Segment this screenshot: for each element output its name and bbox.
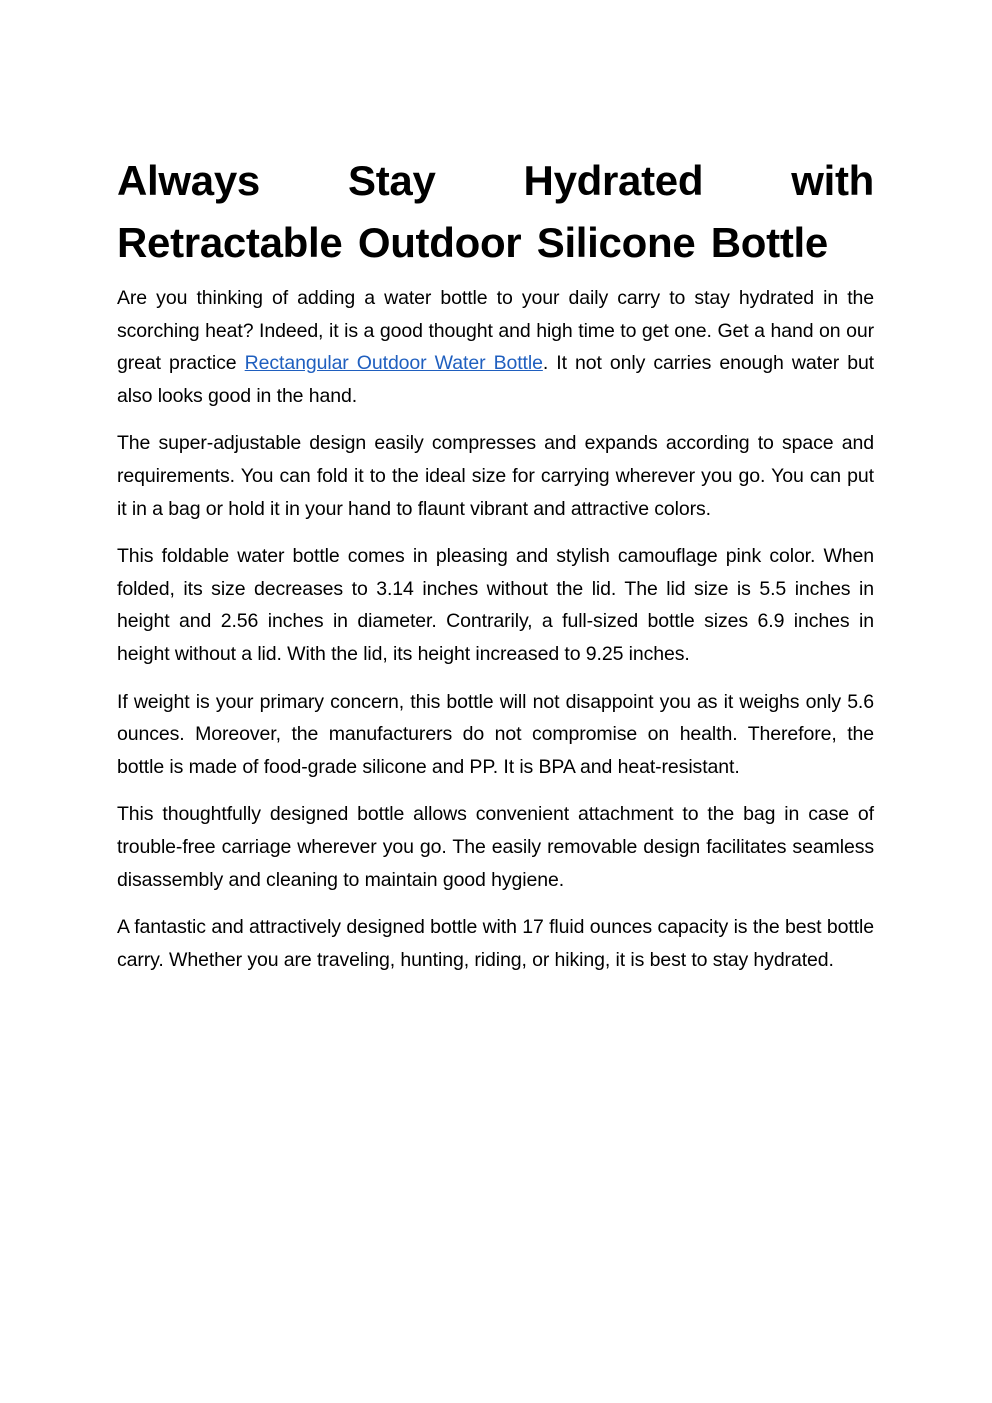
paragraph-dimensions: This foldable water bottle comes in pleasing and stylish camouflage pink color. When folded, its size decreases to 3.14 inches without the lid. The lid size is 5.5 inches in height and 2.56 inches in diameter. Contrarily, a full-sized bottle sizes 6.9 inches in height without a lid. With the lid, its height increased to 9.25 inches. <box>117 545 874 665</box>
paragraph-design: The super-adjustable design easily compresses and expands according to space and requirements. You can fold it to the ideal size for carrying wherever you go. You can put it in a bag or hold it in your hand to flaunt vibrant and attractive colors. <box>117 432 874 520</box>
paragraph-capacity: A fantastic and attractively designed bottle with 17 fluid ounces capacity is the best bottle carry. Whether you are traveling, hunting, riding, or hiking, it is best to stay hydrated. <box>117 916 874 971</box>
paragraph-attachment: This thoughtfully designed bottle allows convenient attachment to the bag in case of trouble-free carriage wherever you go. The easily removable design facilitates seamless disassembly and cleaning to maintain good hygiene. <box>117 803 874 891</box>
paragraph-weight: If weight is your primary concern, this bottle will not disappoint you as it weighs only 5.6 ounces. Moreover, the manufacturers do not compromise on health. Therefore, the bottle is made of food-grade silicone and PP. It is BPA and heat-resistant. <box>117 690 874 778</box>
document-title: Always Stay Hydrated with Retractable Outdoor Silicone Bottle <box>117 157 874 266</box>
document-page <box>117 150 874 991</box>
paragraph-intro-text: Are you thinking of adding a water bottle to your daily carry to stay hydrated in the scorching heat? Indeed, it is a good thought and high time to get one. Get a hand on our great practice <box>117 287 874 375</box>
rectangular-bottle-link[interactable]: Rectangular Outdoor Water Bottle <box>244 352 543 375</box>
paragraph-intro-text-end: . It not only carries enough water but also looks good in the hand. <box>117 352 875 407</box>
paragraph-intro <box>117 282 874 412</box>
